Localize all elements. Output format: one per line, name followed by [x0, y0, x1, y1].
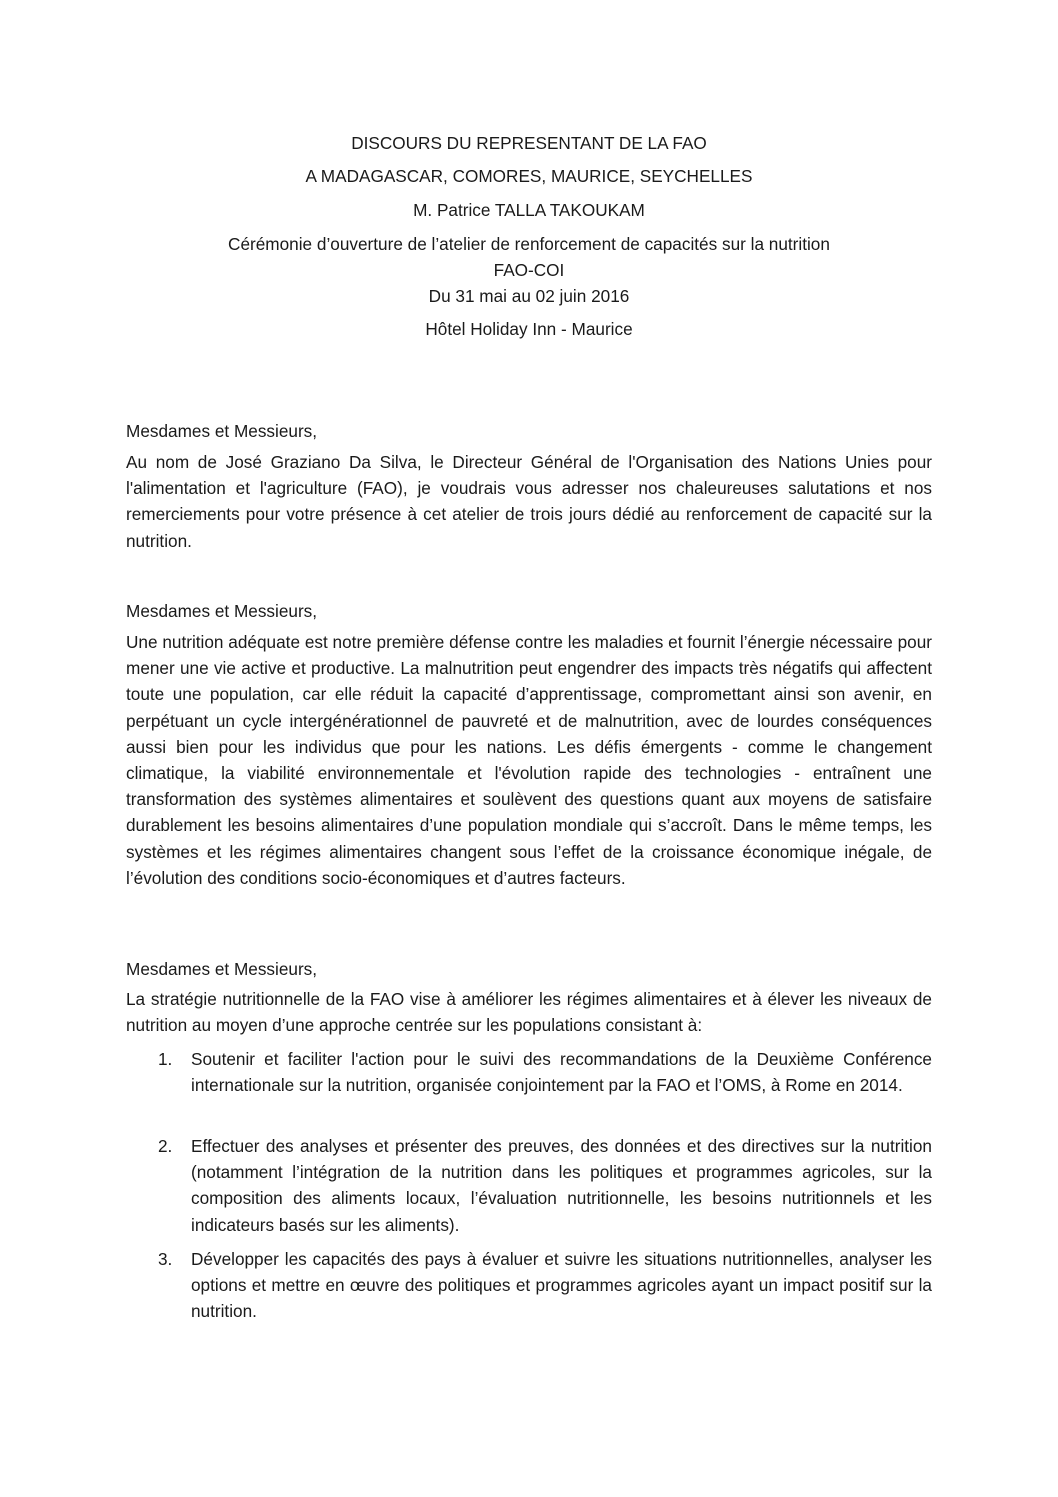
salutation: Mesdames et Messieurs,	[126, 601, 318, 621]
event-dates: Du 31 mai au 02 juin 2016	[428, 286, 630, 306]
speech-countries: A MADAGASCAR, COMORES, MAURICE, SEYCHELLES	[305, 166, 753, 186]
list-item-text: Effectuer des analyses et présenter des preuves, des données et des directives sur la nutrition (notamment l’intégration de la nutrition dans les politiques et programmes agricoles, sur la composition des aliments locaux, l’évaluation nutritionnelle, les besoins nutritionnels et les indicateurs basés sur les aliments).	[191, 1136, 932, 1235]
paragraph-fao-strategy: La stratégie nutritionnelle de la FAO vise à améliorer les régimes alimentaires et à élever les niveaux de nutrition au moyen d’une approche centrée sur les populations consistant à:	[126, 989, 932, 1036]
list-item-number: 3.	[158, 1249, 173, 1269]
list-item-number: 1.	[158, 1049, 173, 1069]
list-item-text: Développer les capacités des pays à évaluer et suivre les situations nutritionnelles, analyser les options et mettre en œuvre des politiques et programmes agricoles ayant un impact positif sur la nutrition.	[191, 1249, 932, 1322]
speaker-name: M. Patrice TALLA TAKOUKAM	[413, 200, 645, 220]
event-organizers: FAO-COI	[493, 260, 565, 280]
paragraph-nutrition-context: Une nutrition adéquate est notre première défense contre les maladies et fournit l’énergie nécessaire pour mener une vie active et productive. La malnutrition peut engendrer des impacts très négatifs qui affectent toute une population, car elle réduit la capacité d’apprentissage, compromettant ainsi son avenir, en perpétuant un cycle intergénérationnel de pauvreté et de malnutrition, avec de lourdes conséquences aussi bien pour les individus que pour les nations. Les défis émergents - comme le changement climatique, la viabilité environnementale et l'évolution rapide des technologies - entraînent une transformation des systèmes alimentaires et soulèvent des questions quant aux moyens de satisfaire durablement les besoins alimentaires d’une population mondiale qui s’accroît. Dans le même temps, les systèmes et les régimes alimentaires changent sous l’effet de la croissance économique inégale, de l’évolution des conditions socio-économiques et d’autres facteurs.	[126, 632, 932, 888]
speech-title: DISCOURS DU REPRESENTANT DE LA FAO	[351, 133, 707, 153]
event-title: Cérémonie d’ouverture de l’atelier de renforcement de capacités sur la nutrition	[228, 234, 830, 254]
list-item-number: 2.	[158, 1136, 173, 1156]
paragraph-introduction: Au nom de José Graziano Da Silva, le Directeur Général de l'Organisation des Nations Unies pour l'alimentation et l'agriculture (FAO), je voudrais vous adresser nos chaleureuses salutations et nos remerciements pour votre présence à cet atelier de trois jours dédié au renforcement de capacité sur la nutrition.	[126, 452, 932, 551]
list-item-text: Soutenir et faciliter l'action pour le suivi des recommandations de la Deuxième Conférence internationale sur la nutrition, organisée conjointement par la FAO et l’OMS, à Rome en 2014.	[191, 1049, 932, 1096]
salutation: Mesdames et Messieurs,	[126, 421, 318, 441]
salutation: Mesdames et Messieurs,	[126, 959, 318, 979]
event-venue: Hôtel Holiday Inn - Maurice	[425, 319, 633, 339]
